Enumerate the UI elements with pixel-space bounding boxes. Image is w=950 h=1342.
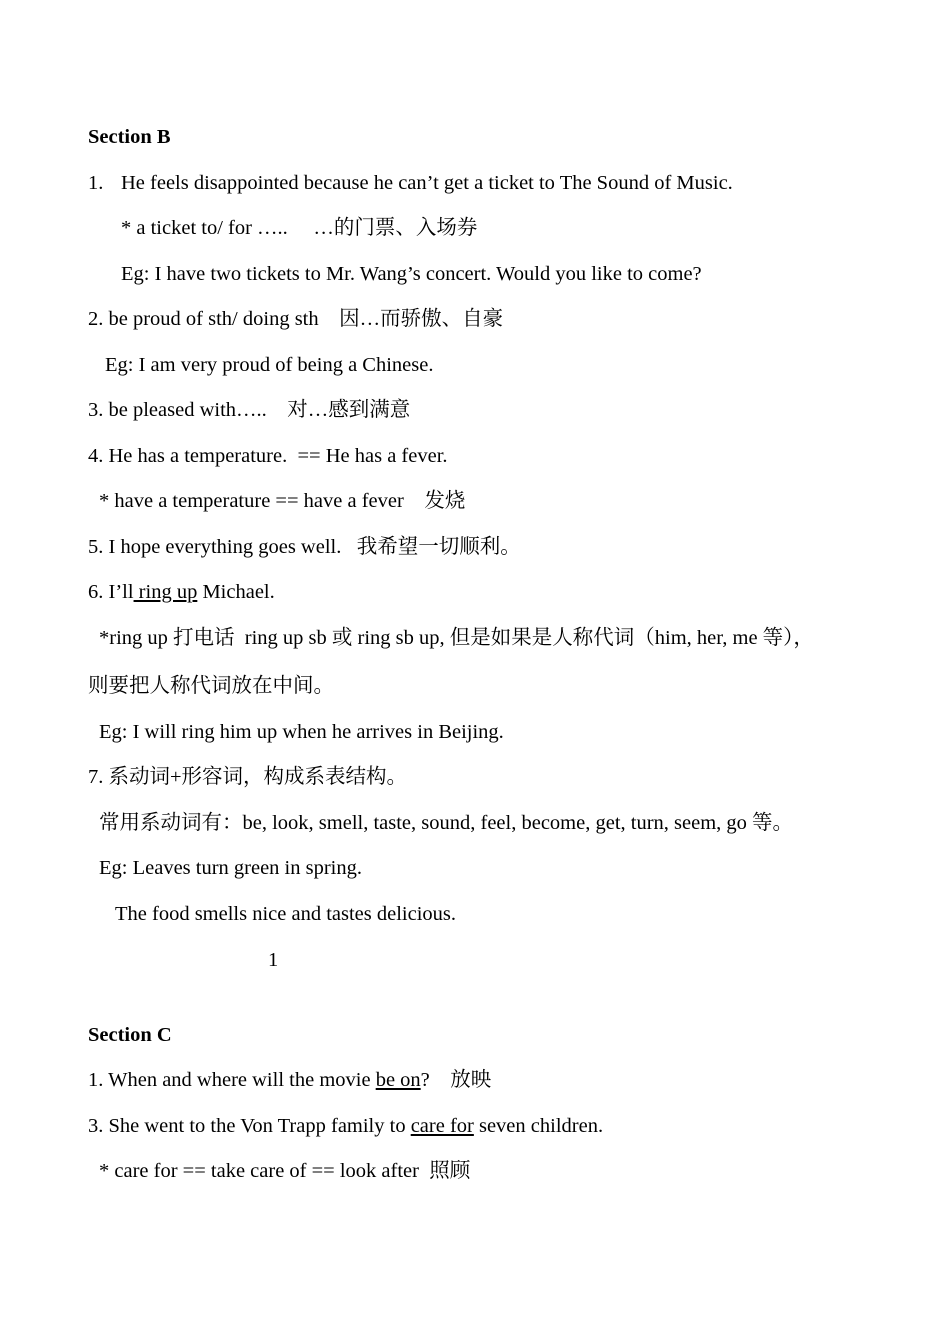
- section-c-item-3-line: [88, 1114, 603, 1138]
- section-b-item-4-note: * have a temperature == have a fever 发烧: [99, 490, 466, 512]
- page-number: 1: [268, 949, 279, 971]
- section-b-item-5-text: 5. I hope everything goes well. 我希望一切顺利。: [88, 536, 521, 558]
- section-b-item-6-note-line-2: 则要把人称代词放在中间。: [88, 675, 334, 697]
- section-b-item-6-suffix: Michael.: [197, 581, 275, 603]
- section-c-item-3-underlined: care for: [410, 1115, 474, 1137]
- section-c-item-3-note: * care for == take care of == look after 照顾: [99, 1160, 471, 1182]
- section-b-item-1-example: Eg: I have two tickets to Mr. Wang’s concert. Would you like to come?: [121, 263, 702, 285]
- section-b-heading: Section B: [88, 126, 171, 148]
- section-b-item-7-example-1: Eg: Leaves turn green in spring.: [99, 857, 363, 879]
- section-b-item-1-text: He feels disappointed because he can’t get a ticket to The Sound of Music.: [121, 172, 733, 194]
- section-b-item-6-note-line-1: *ring up 打电话 ring up sb 或 ring sb up, 但是如果是人称代词（him, her, me 等），: [99, 627, 814, 649]
- section-b-item-6-line: [88, 580, 275, 604]
- section-c-item-3-suffix: seven children.: [473, 1115, 604, 1137]
- section-b-item-6-underlined: ring up: [133, 581, 198, 603]
- section-b-item-1-number: 1.: [88, 172, 104, 194]
- section-c-item-1-prefix: 1. When and where will the movie: [88, 1069, 376, 1091]
- section-c-item-1-suffix: ? 放映: [420, 1069, 492, 1091]
- section-b-item-7-note: 常用系动词有：be, look, smell, taste, sound, feel, become, get, turn, seem, go 等。: [99, 812, 794, 834]
- section-b-item-3-text: 3. be pleased with….. 对…感到满意: [88, 399, 411, 421]
- section-c-item-1-line: [88, 1068, 491, 1092]
- section-c-heading: Section C: [88, 1024, 172, 1046]
- section-b-item-6-example: Eg: I will ring him up when he arrives in Beijing.: [99, 721, 504, 743]
- section-b-item-4-text: 4. He has a temperature. == He has a fever.: [88, 445, 448, 467]
- section-b-item-1-note: * a ticket to/ for ….. …的门票、入场券: [121, 217, 478, 239]
- section-c-item-3-prefix: 3. She went to the Von Trapp family to: [88, 1115, 411, 1137]
- section-b-item-6-prefix: 6. I’ll: [88, 581, 134, 603]
- section-c-item-1-underlined: be on: [375, 1069, 421, 1091]
- section-b-item-2-example: Eg: I am very proud of being a Chinese.: [105, 354, 434, 376]
- section-b-item-2-text: 2. be proud of sth/ doing sth 因…而骄傲、自豪: [88, 308, 504, 330]
- section-b-item-7-text: 7. 系动词+形容词，构成系表结构。: [88, 766, 408, 788]
- section-b-item-7-example-2: The food smells nice and tastes delicious.: [115, 903, 457, 925]
